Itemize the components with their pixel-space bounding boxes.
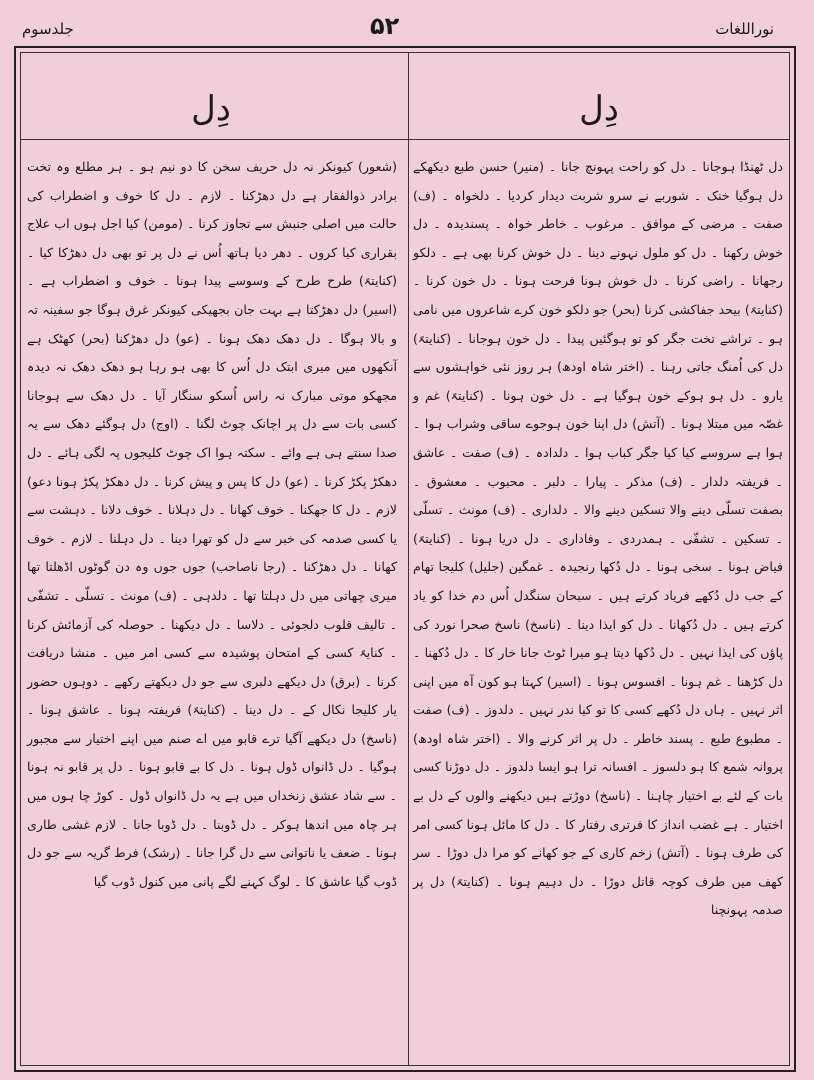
left-column-entries: (شعور) کیونکر نہ دل حریف سخن کا دو نیم ہو ۔ ہر مطلع وہ تخت برادر ذوالفقار ہے دل دھڑکنا ۔ لازم ۔ دل کا خوف و اضطراب کی حالت میں اصلی جنبش سے تجاوز کرنا ۔ (مومن) کیا اجل ہوں اب علاج بقراری کیا کروں ۔ دھر دیا ہاتھ اُس نے دل پر تو بھی دل دھڑکا کیا ۔ (کنایتہً) طرح طرح کے وسوسے پیدا ہونا ۔ خوف و اضطراب ہے ۔ (اسیر) دل دھڑکتا ہے بہت جان بجھیکی کیونکر غرق ہوگا جو سفینہ تہ و بالا ہوگا ۔ دل دھک دھک ہونا ۔ (عو) دل دھڑکنا (بحر) کھٹک ہے آنکھوں میں میری ابتک دل اُس کا بھی ہو رہا ہو دھک دھک نہ دیدہ مجھکو موتی مبارک نہ راس اُسکو سنگار آیا ۔ دل دھک سے ہوجانا کسی بات سے دل پر اچانک چوٹ لگنا ۔ (اوج) دل ہوگئے دھک سے یہ صدا سنتے ہی ہے وائے ۔ سکتہ ہوا اک چوٹ کلیجوں پہ لگی ہائے ۔ دل دھکڑ پکڑ کرنا ۔ (عو) دل کا پس و پیش کرنا ۔ دل دھکڑ پکڑ ہونا دعو) لازم ۔ دل کا جھکنا ۔ خوف کھانا ۔ دل دہلانا ۔ خوف دلانا ۔ دہشت سے یا کسی صدمہ کی خبر سے دل کو تھرا دینا ۔ دل دہلنا ۔ لازم ۔ خوف کھانا ۔ دل دھڑکنا ۔ (رجا ناصاحب) جوں جوں وہ دن گوٹوں اڈھلتا تھا میری چھاتی میں دل دہلتا تھا ۔ دلدہی ۔ (ف) مونث ۔ تسلّی ۔ تشفّی ۔ تالیف قلوب دلجوئی ۔ دلاسا ۔ دل دیکھنا ۔ حوصلہ کی آزمائش کرنا ۔ کنایہً کسی کے امتحان پوشیدہ سے کسی امر میں ۔ منشا دریافت کرنا ۔ (برق) دل دیکھے دلبری سے جو دل دیکھتے رکھے ۔ دوہوں حضور یار کلیجا نکال کے ۔ دل دینا ۔ (کنایتہً) فریفتہ ہونا ۔ عاشق ہونا ۔ (ناسخ) دل دیکھے آگیا ترے قابو میں اے صنم میں اپنے اختیار سے مجبور ہوگیا ۔ دل ڈانواں ڈول ہونا ۔ دل کا بے قابو ہونا ۔ دل پر قابو نہ ہونا ۔ سے شاد عشق زنخداں میں ہے یہ دل ڈانواں ڈول ۔ کوڑ چا ہوں میں ہر چاہ میں اندھا ہوکر ۔ دل ڈوبنا ۔ دل ڈوبا جانا ۔ لازم غشی طاری ہونا ۔ ضعف یا ناتوانی سے دل گرا جانا ۔ (رشک) فرط گریہ سے جو دل ڈوب گیا عاشق کا ۔ لوگ کہنے لگے پانی میں کنول ڈوب گیا bbox=[27, 159, 397, 889]
left-column-headword: دِل bbox=[191, 89, 231, 129]
book-title: نوراللغات bbox=[715, 20, 774, 38]
page-frame-inner bbox=[20, 52, 790, 1066]
page-number: ۵۲ bbox=[370, 12, 400, 40]
volume-label: جلدسوم bbox=[22, 20, 74, 38]
column-divider bbox=[408, 53, 409, 1065]
right-column-headword: دِل bbox=[579, 89, 619, 129]
page-header bbox=[0, 12, 814, 46]
page-frame bbox=[14, 46, 796, 1072]
right-column-entries: دل ٹھنڈا ہوجانا ۔ دل کو راحت پہونچ جانا ۔ (منیر) حسن طبع دیکھکے دل ہوگیا خنک ۔ شوربے نے سرو شربت دیدار کردیا ۔ دلخواہ ۔ (ف) صفت ۔ مرضی کے موافق ۔ مرغوب ۔ خاطر خواہ ۔ پسندیدہ ۔ دل خوش رکھنا ۔ دل کو ملول نہونے دینا ۔ دل خوش کرنا بھی ہے ۔ دلکو رجھانا ۔ راضی کرنا ۔ دل خوش ہونا فرحت ہونا ۔ دل خون کرنا ۔ (کنایتہً) بیحد جفاکشی کرنا (بحر) جو دلکو خون کرے شاعروں میں نامی ہو ۔ تراشے تخت جگر کو تو ہوگئیں پیدا ۔ دل خون ہوجانا ۔ (کنایتہً) دل کی اُمنگ جاتی رہنا ۔ (اختر شاہ اودھ) ہر روز نئی خواہشوں سے یارو ۔ دل ہو ہوکے خون ہوگیا ہے ۔ دل خون ہونا ۔ (کنایتہً) غم و غصّہ میں مبتلا ہونا ۔ (آتش) دل اپنا خون ہوجوے ساقی وشراب ہوا ۔ ہوا ہے سروسے کیا کیا جگر کباب ہوا ۔ دلدادہ ۔ (ف) صفت ۔ عاشق ۔ فریفتہ دلدار ۔ (ف) مذکر ۔ پیارا ۔ دلبر ۔ محبوب ۔ معشوق ۔ بصفت تسلّی دینے والا تسکین دینے والا ۔ دلداری ۔ (ف) مونث ۔ تسلّی ۔ تسکین ۔ تشفّی ۔ ہمدردی ۔ وفاداری ۔ دل دریا ہونا ۔ (کنایتہً) فیاض ہونا ۔ سخی ہونا ۔ دل دُکھا رنجیدہ ۔ غمگین (جلیل) کلیجا تھام کے جب دل دُکھے فریاد کرتے ہیں ۔ سبحان سنگدل اُس دم خدا کو یاد کرتے ہیں ۔ دل دُکھانا ۔ دل کو ایذا دینا ۔ (ناسخ) ناسخ صحرا نورد کی پاؤں کی ایذا نہیں ۔ دل دُکھا دیتا ہو میرا ٹوٹ جانا خار کا ۔ دل دُکھنا ۔ دل کڑھنا ۔ غم ہونا ۔ افسوس ہونا ۔ (اسیر) کہتا ہو کون آہ میں اپنی اثر نہیں ۔ ہاں دل دُکھے کسی کا تو کیا ندر نہیں ۔ دلدوز ۔ (ف) صفت ۔ مطبوع طبع ۔ پسند خاطر ۔ دل پر اثر کرنے والا ۔ (اختر شاہ اودھ) پروانہ شمع کا ہو دلسوز ۔ افسانہ ترا ہو ایسا دلدوز ۔ دل دوڑنا کسی بات کے لئے بے اختیار چاہنا ۔ (ناسخ) دوڑتے ہیں دیکھنے والوں کے دل بے اختیار ۔ ہے غضب انداز کا فرتری رفتار کا ۔ دل کا مائل ہونا کسی امر کی طرف ہونا ۔ (آتش) زخم کاری کے جو کھانے کو مرا دل دوڑا ۔ سر کھف میں طرف کوچہ قاتل دوڑا ۔ دل دہیم ہونا ۔ (کنایتہً) دل پر صدمہ پہونچنا bbox=[413, 159, 783, 918]
header-rule bbox=[21, 139, 789, 140]
right-column-text bbox=[413, 153, 783, 925]
left-column-text bbox=[27, 153, 397, 896]
